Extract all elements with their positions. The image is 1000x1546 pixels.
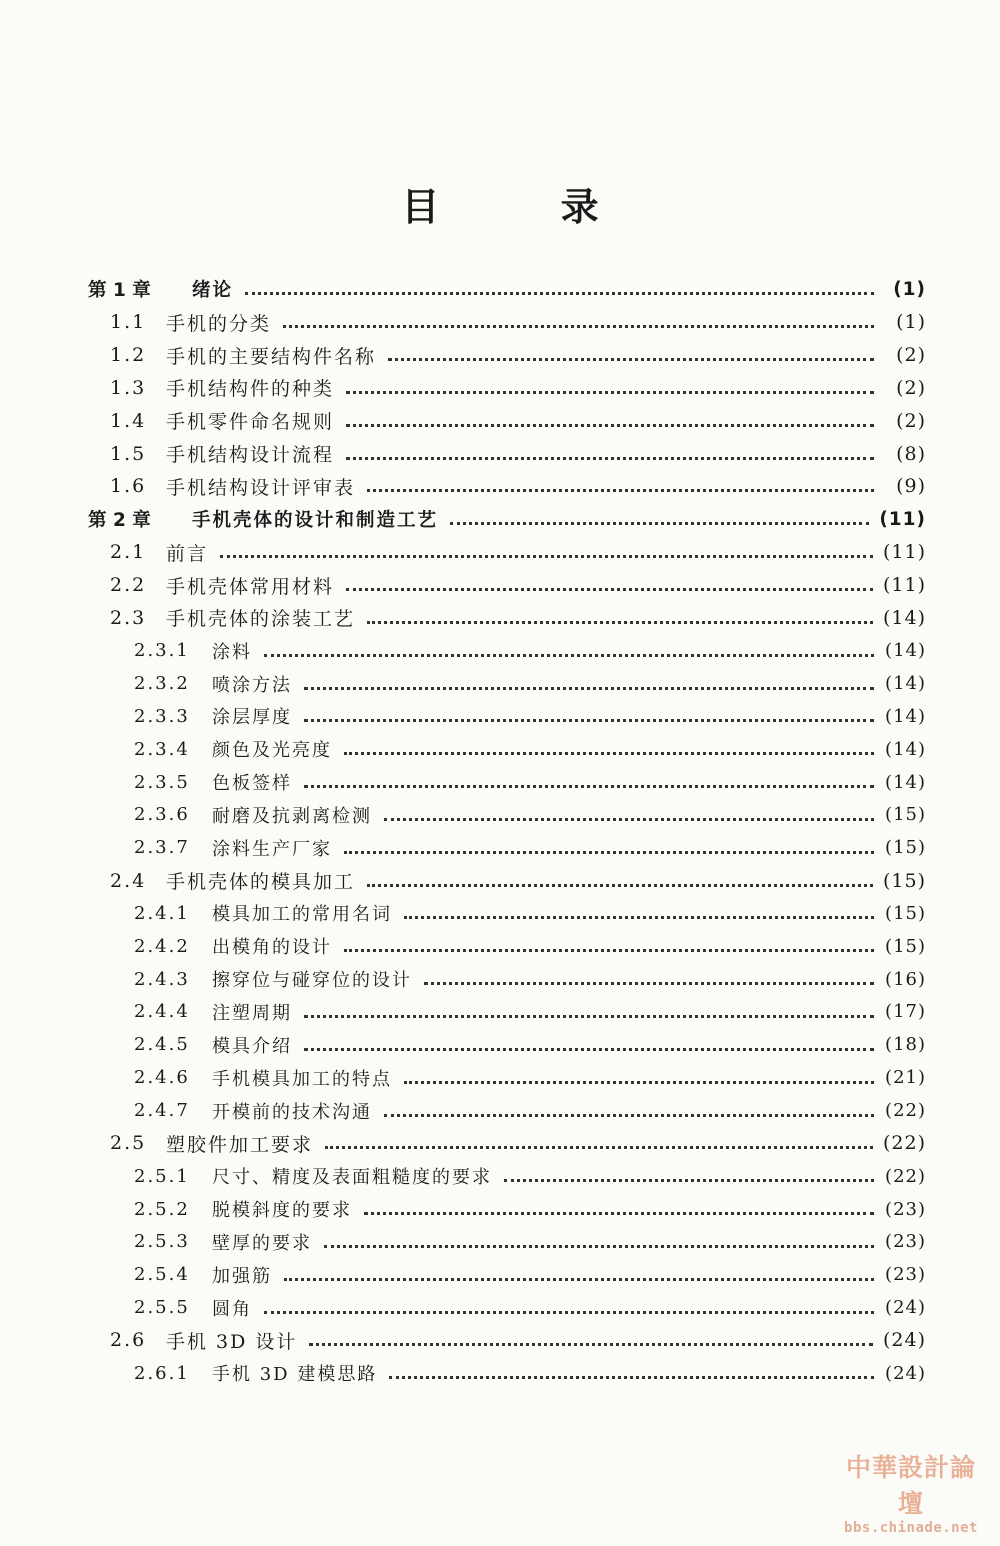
toc-entry-title: 绪论 [192,280,234,302]
toc-entry [88,1127,926,1160]
toc-entry-title: 手机壳体的设计和制造工艺 [192,510,439,532]
toc-entry-page: (2) [896,409,926,432]
toc-entry-number: 2.5.5 [134,1297,190,1319]
toc-entry-page: (24) [885,1297,926,1319]
toc-entry [88,339,926,372]
table-of-contents [88,273,926,1390]
toc-entry-number: 2.3.4 [134,738,190,760]
dot-leader [324,1244,874,1248]
toc-entry-page: (2) [896,376,926,399]
toc-entry-title: 喷涂方法 [212,674,292,696]
dot-leader [304,686,874,690]
toc-entry-number: 2.5.4 [134,1264,190,1286]
dot-leader [367,883,873,887]
page-title: 目 录 [401,185,653,229]
toc-entry-title: 加强筋 [212,1265,272,1287]
toc-entry [88,1291,926,1324]
toc-entry-number: 2.4.4 [134,1001,190,1023]
toc-entry [88,437,926,470]
dot-leader [346,456,874,460]
toc-entry-title: 手机壳体常用材料 [166,575,335,598]
toc-entry-title: 手机结构设计流程 [166,444,335,467]
toc-entry-number: 2.3.1 [134,640,190,662]
toc-entry [88,601,926,634]
toc-entry-page: (15) [885,935,926,957]
toc-entry-title: 开模前的技术沟通 [212,1101,372,1123]
toc-entry-page: (14) [885,640,926,662]
toc-entry-number: 2.5.2 [134,1198,190,1220]
toc-entry-page: (14) [885,771,926,793]
toc-entry-title: 圆角 [212,1298,252,1320]
toc-entry-title: 手机模具加工的特点 [212,1068,392,1090]
toc-entry [88,1028,926,1061]
toc-entry-number: 2.3.5 [134,771,190,793]
toc-chapter-entry [88,273,926,306]
dot-leader [424,981,874,985]
toc-entry-page: (11) [882,541,926,564]
toc-entry-title: 手机 3D 设计 [166,1330,298,1353]
toc-entry-number: 2.5 [110,1132,147,1155]
toc-entry [88,700,926,733]
toc-entry-page: (15) [885,804,926,826]
toc-entry [88,831,926,864]
toc-entry-title: 手机壳体的涂装工艺 [166,608,356,631]
toc-entry-page: (8) [896,442,926,465]
toc-entry [88,372,926,405]
toc-entry-number: 1.5 [110,442,147,465]
watermark [836,1448,986,1536]
toc-entry-number: 2.6 [110,1329,147,1352]
dot-leader [384,817,874,821]
toc-entry-title: 涂料 [212,641,252,663]
toc-entry-title: 模具介绍 [212,1035,292,1057]
dot-leader [245,291,874,295]
toc-entry-page: (24) [882,1329,926,1352]
toc-entry-number: 第 1 章 [88,280,151,302]
toc-entry-page: (14) [885,738,926,760]
toc-entry [88,1193,926,1226]
toc-entry [88,799,926,832]
toc-entry-title: 注塑周期 [212,1002,292,1024]
toc-entry-title: 手机的主要结构件名称 [166,345,377,368]
dot-leader [344,948,874,952]
toc-entry-title: 涂料生产厂家 [212,838,332,860]
toc-entry-title: 颜色及光亮度 [212,740,332,762]
toc-entry-page: (23) [885,1198,926,1220]
toc-entry-title: 手机零件命名规则 [166,411,335,434]
dot-leader [304,1014,874,1018]
toc-entry-page: (11) [879,508,926,530]
toc-entry [88,1094,926,1127]
toc-entry-page: (22) [885,1100,926,1122]
toc-entry [88,930,926,963]
toc-entry-number: 第 2 章 [88,510,151,532]
toc-entry-number: 1.4 [110,409,147,432]
dot-leader [344,850,874,854]
toc-entry-page: (15) [885,902,926,924]
dot-leader [304,784,874,788]
toc-entry-number: 1.2 [110,344,147,367]
dot-leader [404,915,874,919]
dot-leader [364,1211,874,1215]
toc-entry-page: (15) [885,837,926,859]
toc-entry-number: 1.6 [110,475,147,498]
toc-entry-number: 2.3.6 [134,804,190,826]
dot-leader [450,521,869,525]
toc-entry [88,404,926,437]
toc-entry-title: 手机壳体的模具加工 [166,871,356,894]
watermark-name: 中華設計論壇 [845,1453,976,1518]
toc-entry-page: (17) [885,1001,926,1023]
toc-entry-title: 手机结构设计评审表 [166,476,356,499]
toc-entry-title: 出模角的设计 [212,937,332,959]
dot-leader [384,1113,874,1117]
toc-entry-page: (16) [885,968,926,990]
toc-entry-number: 2.1 [110,541,147,564]
toc-entry [88,733,926,766]
toc-entry [88,1357,926,1390]
toc-entry-number: 2.4.1 [134,902,190,924]
toc-entry-number: 2.4.5 [134,1034,190,1056]
toc-entry-number: 2.6.1 [134,1362,190,1384]
dot-leader [388,357,874,361]
toc-entry [88,963,926,996]
toc-entry-page: (15) [882,869,926,892]
dot-leader [309,1342,873,1346]
toc-entry [88,1160,926,1193]
toc-entry-number: 2.3.2 [134,673,190,695]
toc-entry-title: 尺寸、精度及表面粗糙度的要求 [212,1167,492,1189]
toc-entry [88,470,926,503]
toc-entry [88,634,926,667]
toc-entry-page: (2) [896,344,926,367]
toc-entry-page: (18) [885,1034,926,1056]
dot-leader [346,587,873,591]
toc-entry-title: 耐磨及抗剥离检测 [212,805,372,827]
toc-entry [88,536,926,569]
toc-entry-page: (22) [885,1165,926,1187]
toc-entry [88,569,926,602]
toc-entry [88,667,926,700]
toc-entry-title: 手机的分类 [166,312,272,335]
toc-entry-number: 2.5.1 [134,1165,190,1187]
dot-leader [504,1178,874,1182]
toc-entry-title: 脱模斜度的要求 [212,1200,352,1222]
toc-entry-number: 2.2 [110,574,147,597]
toc-entry [88,1258,926,1291]
toc-entry-number: 2.4.6 [134,1067,190,1089]
dot-leader [325,1145,873,1149]
dot-leader [346,390,874,394]
dot-leader [284,1277,874,1281]
toc-entry [88,864,926,897]
dot-leader [264,1310,874,1314]
toc-entry-number: 2.3.7 [134,837,190,859]
toc-entry [88,996,926,1029]
dot-leader [367,620,873,624]
dot-leader [344,751,874,755]
toc-entry [88,897,926,930]
dot-leader [367,488,874,492]
toc-entry [88,1061,926,1094]
dot-leader [220,554,873,558]
toc-entry-number: 2.4.3 [134,968,190,990]
toc-entry-title: 塑胶件加工要求 [166,1133,314,1156]
toc-entry [88,1324,926,1357]
toc-entry-title: 模具加工的常用名词 [212,904,392,926]
toc-entry-number: 1.1 [110,311,147,334]
toc-entry [88,306,926,339]
toc-entry-title: 擦穿位与碰穿位的设计 [212,970,412,992]
toc-entry-page: (21) [885,1067,926,1089]
dot-leader [404,1080,874,1084]
toc-entry-number: 2.5.3 [134,1231,190,1253]
toc-entry-title: 壁厚的要求 [212,1232,312,1254]
toc-entry-number: 2.4.2 [134,935,190,957]
toc-entry [88,766,926,799]
toc-entry-page: (14) [882,606,926,629]
toc-entry-page: (22) [882,1132,926,1155]
toc-entry-number: 2.3 [110,606,147,629]
dot-leader [346,423,874,427]
toc-entry-page: (14) [885,673,926,695]
toc-entry-number: 2.4 [110,869,147,892]
toc-entry-page: (23) [885,1231,926,1253]
dot-leader [304,1047,874,1051]
toc-entry-page: (14) [885,705,926,727]
dot-leader [304,718,874,722]
toc-entry-page: (1) [896,311,926,334]
toc-entry-page: (9) [896,475,926,498]
toc-entry-page: (11) [882,574,926,597]
dot-leader [389,1375,874,1379]
toc-entry-title: 涂层厚度 [212,707,292,729]
toc-entry [88,1225,926,1258]
toc-entry-title: 前言 [166,542,209,565]
toc-entry-title: 手机结构件的种类 [166,378,335,401]
toc-entry-page: (24) [885,1362,926,1384]
toc-entry-title: 色板签样 [212,773,292,795]
toc-entry-number: 2.3.3 [134,705,190,727]
toc-chapter-entry [88,503,926,536]
toc-entry-page: (1) [893,278,926,300]
watermark-url: bbs.chinade.net [844,1520,978,1536]
toc-entry-number: 1.3 [110,376,147,399]
dot-leader [283,324,874,328]
toc-entry-number: 2.4.7 [134,1100,190,1122]
dot-leader [264,653,874,657]
toc-entry-page: (23) [885,1264,926,1286]
toc-entry-title: 手机 3D 建模思路 [212,1364,378,1386]
